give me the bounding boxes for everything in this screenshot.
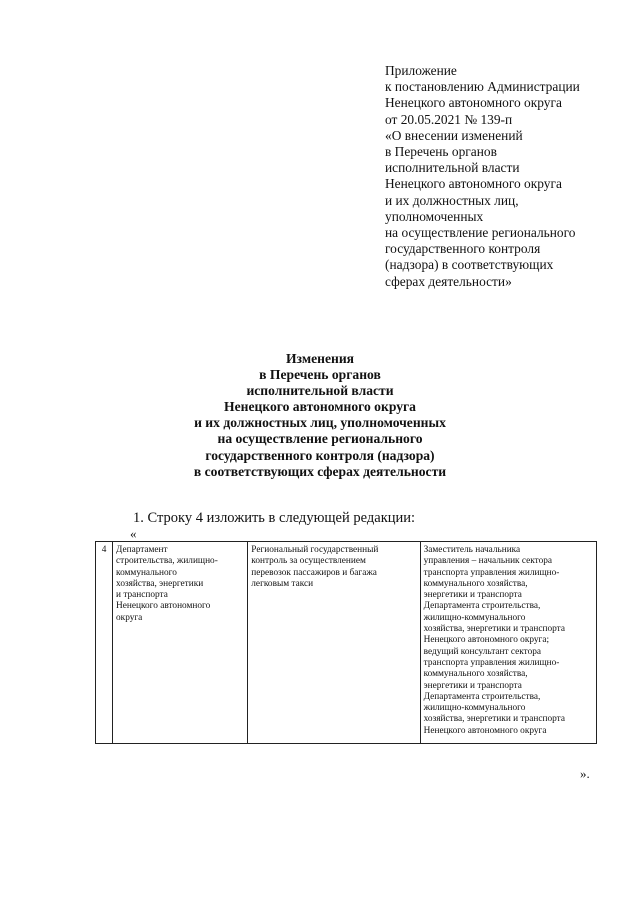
text-line: сферах деятельности» [385, 273, 512, 289]
text-line: контроль за осуществлением [251, 556, 366, 567]
text-line: коммунального хозяйства, [423, 578, 528, 589]
text-line: и их должностных лиц, [385, 192, 519, 208]
text-line: уполномоченных [385, 208, 484, 224]
text-line: Департамента строительства, [423, 601, 541, 612]
text-line: округа [116, 612, 143, 623]
text-line: жилищно-коммунального [423, 703, 526, 714]
text-line: в соответствующих сферах деятельности [193, 463, 447, 479]
text-line: перевозок пассажиров и багажа [251, 567, 377, 578]
text-line: управления – начальник сектора [423, 556, 553, 567]
text-line: Ненецкого автономного [116, 601, 211, 612]
text-line: транспорта управления жилищно- [423, 567, 560, 578]
text-line: и их должностных лиц, уполномоченных [194, 415, 446, 431]
instruction-text: 1. Строку 4 изложить в следующей редакции: [133, 510, 416, 526]
control-type-cell [248, 542, 420, 744]
text-line: транспорта управления жилищно- [423, 657, 560, 668]
text-line: на осуществление регионального [385, 225, 576, 241]
text-line: Изменения [285, 351, 355, 366]
text-line: государственного контроля [385, 241, 541, 257]
text-line: государственного контроля (надзора) [205, 447, 435, 463]
text-line: (надзора) в соответствующих [385, 257, 554, 273]
text-line: энергетики и транспорта [423, 590, 522, 601]
text-line: Региональный государственный [251, 545, 379, 555]
opening-quote-mark: « [130, 526, 137, 541]
text-line: легковым такси [251, 578, 314, 589]
changes-table [95, 541, 597, 744]
text-line: Приложение [385, 63, 457, 78]
text-line: Департамента строительства, [423, 691, 541, 702]
text-line: коммунального [116, 567, 177, 578]
text-line: к постановлению Администрации [385, 79, 580, 95]
text-line: энергетики и транспорта [423, 680, 522, 691]
text-line: и транспорта [116, 590, 168, 601]
text-line: ведущий консультант сектора [423, 646, 542, 657]
department-lines [116, 545, 244, 624]
text-line: от 20.05.2021 № 139-п [385, 111, 513, 127]
text-line: Ненецкого автономного округа [385, 95, 562, 111]
text-line: в Перечень органов [385, 144, 497, 160]
text-line: Заместитель начальника [423, 545, 521, 555]
closing-quote-mark: ». [580, 766, 590, 781]
text-line: хозяйства, энергетики [116, 578, 204, 589]
officials-cell [420, 542, 596, 744]
text-line: исполнительной власти [246, 383, 394, 399]
text-line: коммунального хозяйства, [423, 669, 528, 680]
officials-lines [424, 545, 593, 737]
text-line: Ненецкого автономного округа [385, 176, 562, 192]
text-line: «О внесении изменений [385, 127, 523, 143]
document-title [0, 351, 640, 480]
control-type-lines [251, 545, 416, 590]
text-line: строительства, жилищно- [116, 556, 218, 567]
text-line: Ненецкого автономного округа; [423, 635, 550, 646]
text-line: хозяйства, энергетики и транспорта [423, 624, 565, 635]
text-line: на осуществление регионального [217, 431, 423, 447]
appendix-header [385, 63, 625, 290]
text-line: в Перечень органов [259, 367, 381, 383]
text-line: исполнительной власти [385, 160, 520, 176]
text-line: жилищно-коммунального [423, 612, 526, 623]
text-line: Департамент [116, 545, 168, 555]
text-line: Ненецкого автономного округа [224, 399, 416, 415]
row-number-cell: 4 [96, 542, 113, 744]
text-line: хозяйства, энергетики и транспорта [423, 714, 565, 725]
department-cell [113, 542, 248, 744]
table-row [96, 542, 597, 744]
text-line: Ненецкого автономного округа [423, 725, 547, 736]
